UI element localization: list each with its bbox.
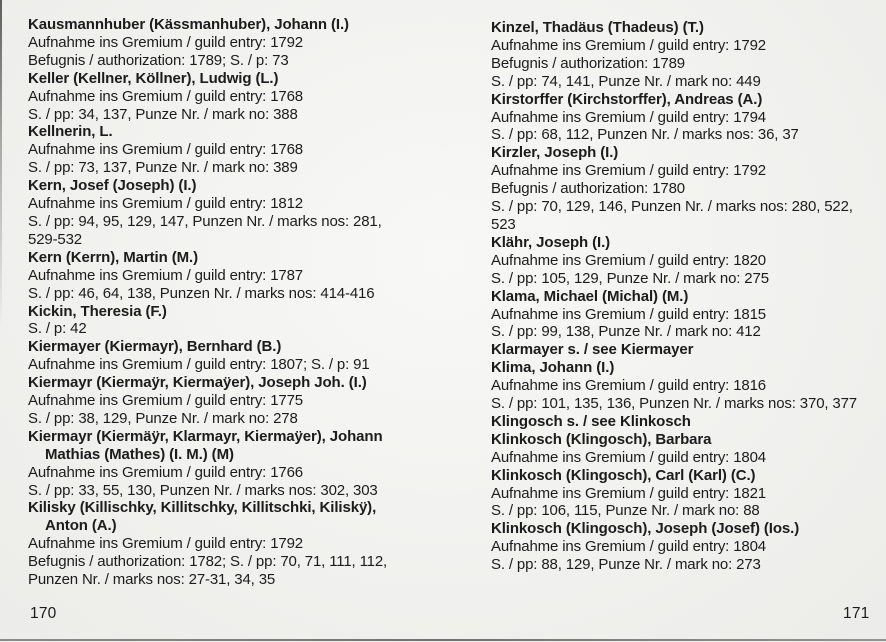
scan-edge-left xyxy=(0,0,2,330)
entry-detail-line: S. / pp: 105, 129, Punze Nr. / mark no: 275 xyxy=(491,269,769,287)
entry-detail-line: Aufnahme ins Gremium / guild entry: 1768 xyxy=(28,87,303,105)
entry-headword: Klinkosch (Klingosch), Joseph (Josef) (Ios.) xyxy=(491,520,800,538)
entry-detail-line: Aufnahme ins Gremium / guild entry: 1766 xyxy=(28,463,303,481)
entry-detail-line: Aufnahme ins Gremium / guild entry: 1820 xyxy=(491,251,766,269)
page-number-right: 171 xyxy=(843,605,870,622)
entry-detail-line: Aufnahme ins Gremium / guild entry: 1792 xyxy=(28,33,303,51)
entry-headword: Klama, Michael (Michal) (M.) xyxy=(491,287,689,305)
entry-detail-line: 529-532 xyxy=(28,230,82,248)
entry-headword: Klarmayer s. / see Kiermayer xyxy=(491,341,694,359)
entry-detail-line: Befugnis / authorization: 1782; S. / pp: 70, 71, 111, 112, xyxy=(28,553,388,571)
entry-detail-line: S. / pp: 88, 129, Punze Nr. / mark no: 273 xyxy=(491,556,761,574)
entry-headword: Klinkosch (Klingosch), Carl (Karl) (C.) xyxy=(491,466,756,484)
entry-detail-line: S. / pp: 70, 129, 146, Punzen Nr. / marks nos: 280, 522, xyxy=(491,198,853,216)
entry-headword: Kickin, Theresia (F.) xyxy=(28,302,167,320)
left-page-text-column xyxy=(28,16,466,589)
entry-detail-line: Aufnahme ins Gremium / guild entry: 1794 xyxy=(491,108,766,126)
entry-detail-line: Aufnahme ins Gremium / guild entry: 1792 xyxy=(28,535,303,553)
entry-headword: Anton (A.) xyxy=(45,517,117,535)
entry-headword: Klingosch s. / see Klinkosch xyxy=(491,412,691,430)
entry-detail-line: S. / pp: 33, 55, 130, Punzen Nr. / marks nos: 302, 303 xyxy=(28,481,378,499)
entry-headword: Mathias (Mathes) (I. M.) (M) xyxy=(45,445,234,463)
entry-headword: Keller (Kellner, Köllner), Ludwig (L.) xyxy=(28,69,279,87)
scan-edge-bottom xyxy=(0,639,886,641)
entry-headword: Klinkosch (Klingosch), Barbara xyxy=(491,430,712,448)
entry-detail-line: S. / pp: 106, 115, Punze Nr. / mark no: 88 xyxy=(491,502,760,520)
entry-detail-line: Befugnis / authorization: 1780 xyxy=(491,180,685,198)
entry-detail-line: Aufnahme ins Gremium / guild entry: 1792 xyxy=(491,36,766,54)
entry-detail-line: S. / pp: 68, 112, Punzen Nr. / marks nos: 36, 37 xyxy=(491,126,799,144)
entry-headword: Klähr, Joseph (I.) xyxy=(491,233,611,251)
entry-detail-line: Aufnahme ins Gremium / guild entry: 1787 xyxy=(28,266,303,284)
entry-detail-line: Aufnahme ins Gremium / guild entry: 1807; S. / p: 91 xyxy=(28,356,370,374)
entry-detail-line: Aufnahme ins Gremium / guild entry: 1768 xyxy=(28,141,303,159)
page-number-left: 170 xyxy=(30,605,57,622)
entry-detail-line: 523 xyxy=(491,215,516,233)
entry-detail-line: S. / pp: 73, 137, Punze Nr. / mark no: 389 xyxy=(28,159,298,177)
entry-detail-line: Befugnis / authorization: 1789; S. / p: 73 xyxy=(28,51,289,69)
entry-detail-line: Aufnahme ins Gremium / guild entry: 1804 xyxy=(491,538,766,556)
entry-detail-line: Punzen Nr. / marks nos: 27-31, 34, 35 xyxy=(28,571,276,589)
entry-headword: Kausmannhuber (Kässmanhuber), Johann (I.) xyxy=(28,16,349,33)
entry-detail-line: S. / p: 42 xyxy=(28,320,87,338)
entry-detail-line: S. / pp: 94, 95, 129, 147, Punzen Nr. / marks nos: 281, xyxy=(28,212,382,230)
entry-detail-line: Aufnahme ins Gremium / guild entry: 1804 xyxy=(491,448,766,466)
entry-detail-line: S. / pp: 101, 135, 136, Punzen Nr. / marks nos: 370, 377 xyxy=(491,395,857,413)
entry-detail-line: S. / pp: 46, 64, 138, Punzen Nr. / marks nos: 414-416 xyxy=(28,284,375,302)
entry-detail-line: Aufnahme ins Gremium / guild entry: 1775 xyxy=(28,392,303,410)
entry-headword: Kirzler, Joseph (I.) xyxy=(491,144,619,162)
entry-headword: Kiermayr (Kiermäÿr, Klarmayr, Kiermaÿer), Johann xyxy=(28,427,383,445)
entry-headword: Kilisky (Killischky, Killitschky, Killitschki, Kiliskÿ), xyxy=(28,499,377,517)
entry-headword: Kirstorffer (Kirchstorffer), Andreas (A.) xyxy=(491,90,763,108)
entry-detail-line: Aufnahme ins Gremium / guild entry: 1821 xyxy=(491,484,766,502)
entry-detail-line: Aufnahme ins Gremium / guild entry: 1815 xyxy=(491,305,766,323)
entry-detail-line: Aufnahme ins Gremium / guild entry: 1812 xyxy=(28,195,303,213)
entry-headword: Kern (Kerrn), Martin (M.) xyxy=(28,248,199,266)
entry-headword: Kiermayer (Kiermayr), Bernhard (B.) xyxy=(28,338,282,356)
entry-headword: Kern, Josef (Joseph) (I.) xyxy=(28,177,197,195)
entry-headword: Kellnerin, L. xyxy=(28,123,113,141)
entry-headword: Kinzel, Thadäus (Thadeus) (T.) xyxy=(491,19,704,36)
entry-detail-line: S. / pp: 99, 138, Punze Nr. / mark no: 412 xyxy=(491,323,761,341)
entry-headword: Kiermayr (Kiermaÿr, Kiermaÿer), Joseph Joh. (I.) xyxy=(28,374,367,392)
entry-detail-line: S. / pp: 74, 141, Punze Nr. / mark no: 449 xyxy=(491,72,761,90)
entry-detail-line: Befugnis / authorization: 1789 xyxy=(491,54,685,72)
entry-detail-line: S. / pp: 38, 129, Punze Nr. / mark no: 278 xyxy=(28,409,298,427)
entry-headword: Klima, Johann (I.) xyxy=(491,359,615,377)
entry-detail-line: Aufnahme ins Gremium / guild entry: 1816 xyxy=(491,377,766,395)
right-page-text-column xyxy=(491,19,883,574)
entry-detail-line: S. / pp: 34, 137, Punze Nr. / mark no: 388 xyxy=(28,105,298,123)
entry-detail-line: Aufnahme ins Gremium / guild entry: 1792 xyxy=(491,162,766,180)
